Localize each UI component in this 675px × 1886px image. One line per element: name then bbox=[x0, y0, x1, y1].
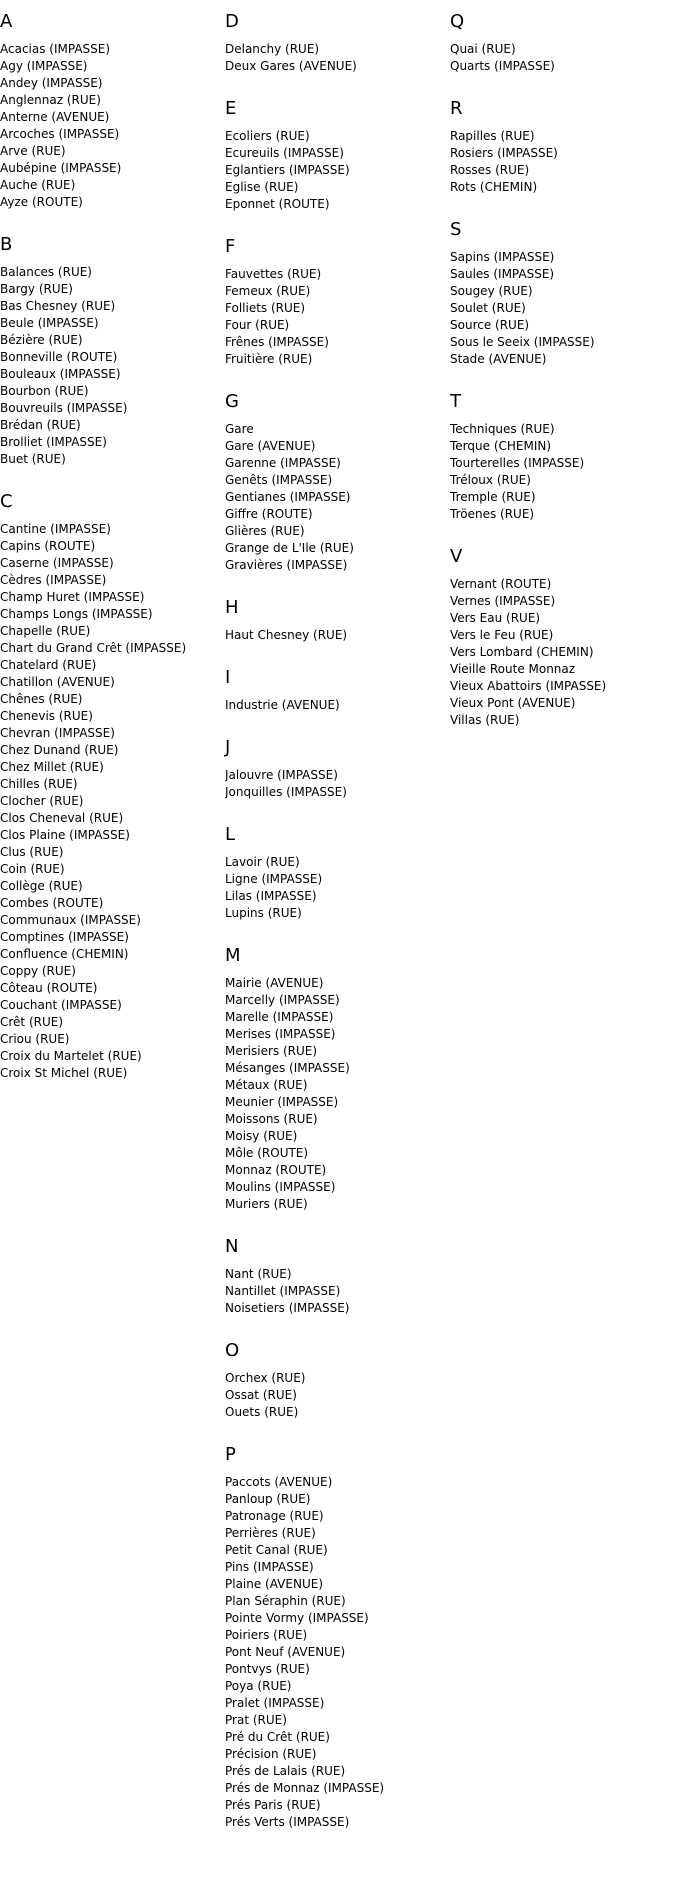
letter-heading: G bbox=[225, 391, 239, 412]
letter-section bbox=[225, 391, 445, 574]
street-item: Jalouvre (IMPASSE) bbox=[225, 768, 338, 782]
letter-heading: H bbox=[225, 597, 239, 618]
street-item: Ossat (RUE) bbox=[225, 1388, 297, 1402]
letter-heading: Q bbox=[450, 11, 465, 32]
street-item: Vers Lombard (CHEMIN) bbox=[450, 645, 594, 659]
street-item: Couchant (IMPASSE) bbox=[0, 998, 122, 1012]
letter-section bbox=[450, 219, 670, 368]
street-item: Champ Huret (IMPASSE) bbox=[0, 590, 145, 604]
letter-heading: I bbox=[225, 667, 231, 688]
street-list bbox=[450, 128, 670, 196]
street-item: Monnaz (ROUTE) bbox=[225, 1163, 327, 1177]
street-item: Plan Séraphin (RUE) bbox=[225, 1594, 346, 1608]
street-list bbox=[225, 128, 445, 213]
street-item: Eglise (RUE) bbox=[225, 180, 299, 194]
street-item: Orchex (RUE) bbox=[225, 1371, 306, 1385]
street-item: Pointe Vormy (IMPASSE) bbox=[225, 1611, 369, 1625]
street-list bbox=[225, 266, 445, 368]
street-item: Rots (CHEMIN) bbox=[450, 180, 538, 194]
street-item: Gare (AVENUE) bbox=[225, 439, 316, 453]
street-item: Combes (ROUTE) bbox=[0, 896, 104, 910]
street-item: Pralet (IMPASSE) bbox=[225, 1696, 325, 1710]
street-item: Fauvettes (RUE) bbox=[225, 267, 322, 281]
street-item: Prés de Lalais (RUE) bbox=[225, 1764, 346, 1778]
street-item: Chapelle (RUE) bbox=[0, 624, 91, 638]
letter-heading: B bbox=[0, 234, 13, 255]
street-item: Saules (IMPASSE) bbox=[450, 267, 555, 281]
street-item: Perrières (RUE) bbox=[225, 1526, 316, 1540]
letter-section bbox=[225, 236, 445, 368]
street-item: Pins (IMPASSE) bbox=[225, 1560, 314, 1574]
street-item: Confluence (CHEMIN) bbox=[0, 947, 129, 961]
street-item: Brédan (RUE) bbox=[0, 418, 81, 432]
street-item: Collège (RUE) bbox=[0, 879, 83, 893]
street-item: Nant (RUE) bbox=[225, 1267, 292, 1281]
street-list bbox=[225, 421, 445, 574]
letter-section bbox=[225, 597, 445, 644]
street-item: Métaux (RUE) bbox=[225, 1078, 308, 1092]
street-item: Marcelly (IMPASSE) bbox=[225, 993, 340, 1007]
street-item: Grange de L'Ile (RUE) bbox=[225, 541, 354, 555]
street-item: Anglennaz (RUE) bbox=[0, 93, 101, 107]
street-item: Gentianes (IMPASSE) bbox=[225, 490, 351, 504]
street-item: Ecoliers (RUE) bbox=[225, 129, 310, 143]
street-item: Vers le Feu (RUE) bbox=[450, 628, 554, 642]
street-item: Tourterelles (IMPASSE) bbox=[450, 456, 585, 470]
street-item: Croix du Martelet (RUE) bbox=[0, 1049, 142, 1063]
street-item: Prés Paris (RUE) bbox=[225, 1798, 321, 1812]
street-item: Tremple (RUE) bbox=[450, 490, 536, 504]
street-list bbox=[225, 767, 445, 801]
street-item: Bouvreuils (IMPASSE) bbox=[0, 401, 128, 415]
street-item: Haut Chesney (RUE) bbox=[225, 628, 348, 642]
street-item: Ouets (RUE) bbox=[225, 1405, 299, 1419]
street-list bbox=[225, 1370, 445, 1421]
letter-heading: T bbox=[450, 391, 461, 412]
street-item: Bas Chesney (RUE) bbox=[0, 299, 116, 313]
street-item: Arve (RUE) bbox=[0, 144, 66, 158]
street-list bbox=[225, 1266, 445, 1317]
street-item: Garenne (IMPASSE) bbox=[225, 456, 341, 470]
street-list bbox=[225, 1474, 445, 1831]
street-item: Marelle (IMPASSE) bbox=[225, 1010, 334, 1024]
street-item: Jonquilles (IMPASSE) bbox=[225, 785, 347, 799]
letter-section bbox=[0, 234, 220, 468]
street-item: Tröenes (RUE) bbox=[450, 507, 535, 521]
street-item: Communaux (IMPASSE) bbox=[0, 913, 141, 927]
street-item: Anterne (AVENUE) bbox=[0, 110, 110, 124]
street-item: Fruitière (RUE) bbox=[225, 352, 313, 366]
letter-section bbox=[225, 945, 445, 1213]
letter-heading: F bbox=[225, 236, 236, 257]
street-list bbox=[0, 264, 220, 468]
street-item: Mésanges (IMPASSE) bbox=[225, 1061, 350, 1075]
letter-heading: P bbox=[225, 1444, 236, 1465]
street-item: Plaine (AVENUE) bbox=[225, 1577, 323, 1591]
letter-section bbox=[225, 824, 445, 922]
street-list bbox=[0, 41, 220, 211]
street-item: Vieille Route Monnaz bbox=[450, 662, 576, 676]
street-item: Nantillet (IMPASSE) bbox=[225, 1284, 341, 1298]
letter-section bbox=[225, 98, 445, 213]
street-item: Coin (RUE) bbox=[0, 862, 65, 876]
street-item: Criou (RUE) bbox=[0, 1032, 70, 1046]
street-list bbox=[450, 249, 670, 368]
street-list bbox=[450, 421, 670, 523]
street-item: Four (RUE) bbox=[225, 318, 290, 332]
street-item: Môle (ROUTE) bbox=[225, 1146, 309, 1160]
street-list bbox=[225, 975, 445, 1213]
street-item: Mairie (AVENUE) bbox=[225, 976, 324, 990]
street-item: Sougey (RUE) bbox=[450, 284, 533, 298]
street-item: Techniques (RUE) bbox=[450, 422, 555, 436]
street-item: Chez Millet (RUE) bbox=[0, 760, 104, 774]
street-item: Clos Cheneval (RUE) bbox=[0, 811, 124, 825]
street-item: Delanchy (RUE) bbox=[225, 42, 320, 56]
street-item: Bonneville (ROUTE) bbox=[0, 350, 118, 364]
letter-heading: D bbox=[225, 11, 239, 32]
letter-heading: J bbox=[225, 737, 231, 758]
street-item: Meunier (IMPASSE) bbox=[225, 1095, 339, 1109]
letter-heading: A bbox=[0, 11, 13, 32]
street-list bbox=[0, 521, 220, 1082]
street-item: Merises (IMPASSE) bbox=[225, 1027, 336, 1041]
street-item: Clocher (RUE) bbox=[0, 794, 84, 808]
street-item: Glières (RUE) bbox=[225, 524, 305, 538]
street-list bbox=[225, 627, 445, 644]
street-item: Chatillon (AVENUE) bbox=[0, 675, 115, 689]
street-item: Clus (RUE) bbox=[0, 845, 64, 859]
letter-section bbox=[225, 11, 445, 75]
street-item: Prat (RUE) bbox=[225, 1713, 287, 1727]
street-item: Deux Gares (AVENUE) bbox=[225, 59, 357, 73]
letter-section bbox=[225, 1444, 445, 1831]
street-item: Caserne (IMPASSE) bbox=[0, 556, 114, 570]
letter-heading: O bbox=[225, 1340, 240, 1361]
street-column-3 bbox=[450, 0, 670, 752]
letter-section bbox=[450, 11, 670, 75]
letter-heading: R bbox=[450, 98, 463, 119]
street-item: Cèdres (IMPASSE) bbox=[0, 573, 107, 587]
street-item: Crêt (RUE) bbox=[0, 1015, 64, 1029]
street-item: Vieux Abattoirs (IMPASSE) bbox=[450, 679, 607, 693]
street-item: Pré du Crêt (RUE) bbox=[225, 1730, 330, 1744]
street-item: Chilles (RUE) bbox=[0, 777, 78, 791]
letter-section bbox=[225, 737, 445, 801]
street-item: Prés de Monnaz (IMPASSE) bbox=[225, 1781, 385, 1795]
street-item: Genêts (IMPASSE) bbox=[225, 473, 333, 487]
street-item: Rosiers (IMPASSE) bbox=[450, 146, 558, 160]
street-item: Sous le Seeix (IMPASSE) bbox=[450, 335, 595, 349]
street-item: Chenevis (RUE) bbox=[0, 709, 93, 723]
letter-section bbox=[450, 391, 670, 523]
letter-heading: V bbox=[450, 546, 463, 567]
letter-heading: S bbox=[450, 219, 462, 240]
street-item: Poya (RUE) bbox=[225, 1679, 292, 1693]
street-item: Quarts (IMPASSE) bbox=[450, 59, 555, 73]
letter-section bbox=[225, 667, 445, 714]
street-item: Bouleaux (IMPASSE) bbox=[0, 367, 121, 381]
street-item: Champs Longs (IMPASSE) bbox=[0, 607, 153, 621]
street-item: Industrie (AVENUE) bbox=[225, 698, 340, 712]
street-item: Comptines (IMPASSE) bbox=[0, 930, 129, 944]
letter-heading: E bbox=[225, 98, 237, 119]
street-item: Folliets (RUE) bbox=[225, 301, 306, 315]
street-item: Vernes (IMPASSE) bbox=[450, 594, 556, 608]
street-item: Andey (IMPASSE) bbox=[0, 76, 103, 90]
street-item: Vernant (ROUTE) bbox=[450, 577, 552, 591]
street-item: Chez Dunand (RUE) bbox=[0, 743, 119, 757]
street-item: Chevran (IMPASSE) bbox=[0, 726, 115, 740]
street-item: Précision (RUE) bbox=[225, 1747, 317, 1761]
street-item: Stade (AVENUE) bbox=[450, 352, 547, 366]
street-item: Auche (RUE) bbox=[0, 178, 76, 192]
street-item: Gare bbox=[225, 422, 254, 436]
street-item: Agy (IMPASSE) bbox=[0, 59, 88, 73]
letter-heading: M bbox=[225, 945, 241, 966]
street-item: Moisy (RUE) bbox=[225, 1129, 298, 1143]
street-item: Croix St Michel (RUE) bbox=[0, 1066, 128, 1080]
street-item: Bargy (RUE) bbox=[0, 282, 73, 296]
letter-section bbox=[450, 546, 670, 729]
street-item: Vieux Pont (AVENUE) bbox=[450, 696, 576, 710]
street-item: Aubépine (IMPASSE) bbox=[0, 161, 122, 175]
letter-heading: N bbox=[225, 1236, 239, 1257]
street-item: Rapilles (RUE) bbox=[450, 129, 535, 143]
street-item: Côteau (ROUTE) bbox=[0, 981, 98, 995]
letter-section bbox=[225, 1236, 445, 1317]
street-item: Ayze (ROUTE) bbox=[0, 195, 83, 209]
street-item: Bourbon (RUE) bbox=[0, 384, 89, 398]
street-item: Bézière (RUE) bbox=[0, 333, 83, 347]
street-list bbox=[450, 41, 670, 75]
letter-heading: C bbox=[0, 491, 13, 512]
street-item: Brolliet (IMPASSE) bbox=[0, 435, 107, 449]
street-list bbox=[450, 576, 670, 729]
street-item: Soulet (RUE) bbox=[450, 301, 526, 315]
street-item: Moulins (IMPASSE) bbox=[225, 1180, 336, 1194]
street-item: Chart du Grand Crêt (IMPASSE) bbox=[0, 641, 187, 655]
street-item: Arcoches (IMPASSE) bbox=[0, 127, 120, 141]
street-item: Frênes (IMPASSE) bbox=[225, 335, 329, 349]
street-item: Gravières (IMPASSE) bbox=[225, 558, 348, 572]
street-item: Giffre (ROUTE) bbox=[225, 507, 313, 521]
street-item: Ligne (IMPASSE) bbox=[225, 872, 323, 886]
street-item: Lupins (RUE) bbox=[225, 906, 302, 920]
street-item: Panloup (RUE) bbox=[225, 1492, 311, 1506]
street-item: Eponnet (ROUTE) bbox=[225, 197, 330, 211]
street-item: Clos Plaine (IMPASSE) bbox=[0, 828, 130, 842]
street-item: Chênes (RUE) bbox=[0, 692, 83, 706]
street-item: Source (RUE) bbox=[450, 318, 530, 332]
street-item: Merisiers (RUE) bbox=[225, 1044, 318, 1058]
street-column-2 bbox=[225, 0, 445, 1854]
street-item: Sapins (IMPASSE) bbox=[450, 250, 555, 264]
letter-section bbox=[225, 1340, 445, 1421]
street-item: Quai (RUE) bbox=[450, 42, 516, 56]
street-item: Eglantiers (IMPASSE) bbox=[225, 163, 350, 177]
street-item: Paccots (AVENUE) bbox=[225, 1475, 333, 1489]
street-list bbox=[225, 41, 445, 75]
street-item: Buet (RUE) bbox=[0, 452, 66, 466]
street-item: Poiriers (RUE) bbox=[225, 1628, 308, 1642]
letter-section bbox=[450, 98, 670, 196]
street-item: Ecureuils (IMPASSE) bbox=[225, 146, 344, 160]
street-item: Rosses (RUE) bbox=[450, 163, 530, 177]
street-list bbox=[225, 697, 445, 714]
street-item: Chatelard (RUE) bbox=[0, 658, 97, 672]
street-item: Pontvys (RUE) bbox=[225, 1662, 310, 1676]
street-item: Femeux (RUE) bbox=[225, 284, 311, 298]
street-item: Lavoir (RUE) bbox=[225, 855, 300, 869]
street-item: Coppy (RUE) bbox=[0, 964, 76, 978]
street-item: Noisetiers (IMPASSE) bbox=[225, 1301, 350, 1315]
street-item: Prés Verts (IMPASSE) bbox=[225, 1815, 350, 1829]
street-item: Moissons (RUE) bbox=[225, 1112, 318, 1126]
street-column-1 bbox=[0, 0, 220, 1105]
letter-heading: L bbox=[225, 824, 236, 845]
street-item: Acacias (IMPASSE) bbox=[0, 42, 111, 56]
street-item: Pont Neuf (AVENUE) bbox=[225, 1645, 346, 1659]
letter-section bbox=[0, 491, 220, 1082]
street-item: Cantine (IMPASSE) bbox=[0, 522, 111, 536]
street-item: Vers Eau (RUE) bbox=[450, 611, 541, 625]
street-item: Patronage (RUE) bbox=[225, 1509, 324, 1523]
street-item: Villas (RUE) bbox=[450, 713, 520, 727]
letter-section bbox=[0, 11, 220, 211]
street-list bbox=[225, 854, 445, 922]
street-item: Tréloux (RUE) bbox=[450, 473, 531, 487]
street-item: Muriers (RUE) bbox=[225, 1197, 308, 1211]
street-item: Terque (CHEMIN) bbox=[450, 439, 552, 453]
street-item: Capins (ROUTE) bbox=[0, 539, 96, 553]
street-item: Beule (IMPASSE) bbox=[0, 316, 99, 330]
street-item: Balances (RUE) bbox=[0, 265, 92, 279]
street-item: Lilas (IMPASSE) bbox=[225, 889, 317, 903]
street-item: Petit Canal (RUE) bbox=[225, 1543, 328, 1557]
